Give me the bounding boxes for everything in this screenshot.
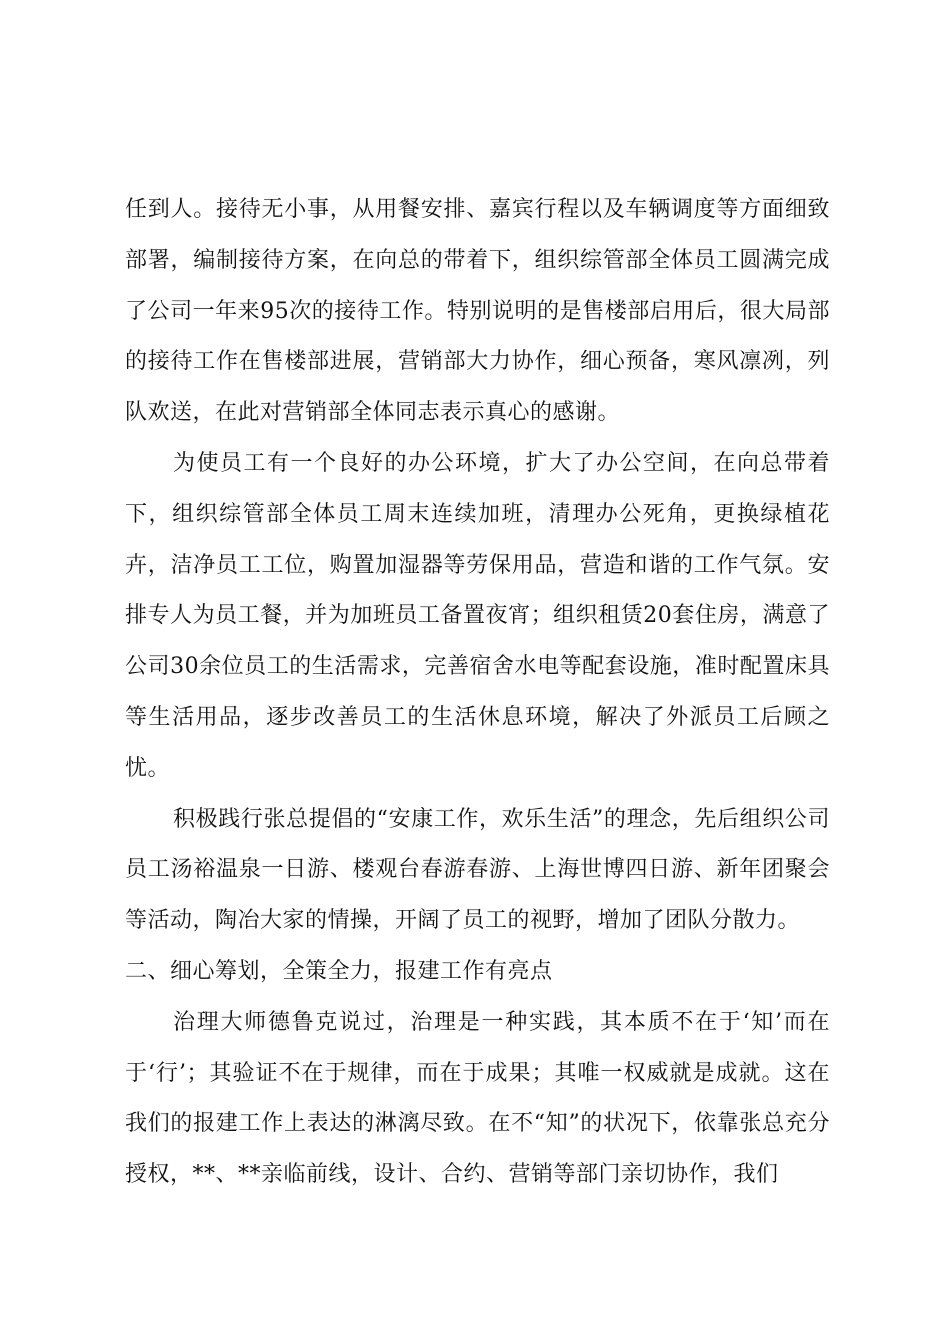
- section-heading: 二、细心筹划，全策全力，报建工作有亮点: [125, 958, 553, 984]
- paragraph-office-environment: 为使员工有一个良好的办公环境，扩大了办公空间，在向总带着下，组织综管部全体员工周末连续加班，清理办公死角，更换绿植花卉，洁净员工工位，购置加湿器等劳保用品，营造和谐的工作气氛。安排专人为员工餐，并为加班员工备置夜宵；组织租赁20套住房，满意了公司30余位员工的生活需求，完善宿舍水电等配套设施，准时配置床具等生活用品，逐步改善员工的生活休息环境，解决了外派员工后顾之忧。: [125, 450, 830, 781]
- paragraph-permit-work: 治理大师德鲁克说过，治理是一种实践，其本质不在于‘知’而在于‘行’；其验证不在于规律，而在于成果；其唯一权威就是成就。这在我们的报建工作上表达的淋漓尽致。在不“知”的状况下，依靠张总充分授权，**、**亲临前线，设计、合约、营销等部门亲切协作，我们: [125, 1009, 830, 1188]
- paragraph-activities: 积极践行张总提倡的“安康工作，欢乐生活”的理念，先后组织公司员工汤裕温泉一日游、楼观台春游春游、上海世博四日游、新年团聚会等活动，陶冶大家的情操，开阔了员工的视野，增加了团队分散力。: [125, 806, 830, 934]
- paragraph-reception: 任到人。接待无小事，从用餐安排、嘉宾行程以及车辆调度等方面细致部署，编制接待方案，在向总的带着下，组织综管部全体员工圆满完成了公司一年来95次的接待工作。特别说明的是售楼部启用后，很大局部的接待工作在售楼部进展，营销部大力协作，细心预备，寒风凛冽，列队欢送，在此对营销部全体同志表示真心的感谢。: [125, 197, 830, 426]
- document-page: [125, 185, 830, 1201]
